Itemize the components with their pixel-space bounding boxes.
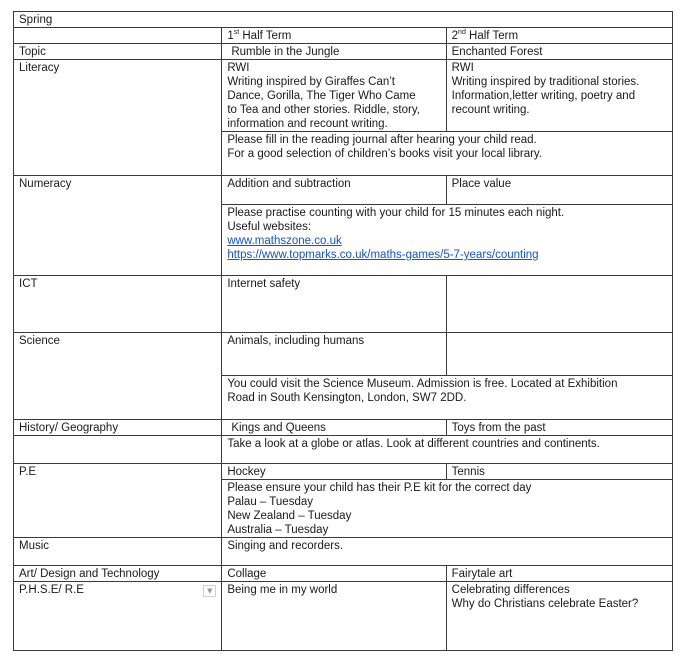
history-term2-text: Toys from the past bbox=[451, 422, 546, 434]
topic-term1-cell bbox=[222, 44, 446, 60]
term2-number: 2 bbox=[451, 30, 459, 42]
history-label: History/ Geography bbox=[19, 422, 119, 434]
topic-label: Topic bbox=[19, 46, 46, 58]
pe-term2-text: Tennis bbox=[451, 466, 485, 478]
phse-term2-line: Why do Christians celebrate Easter? bbox=[451, 598, 639, 610]
numeracy-label-cell bbox=[14, 176, 222, 276]
term1-number: 1 bbox=[227, 30, 234, 42]
art-term1-cell bbox=[222, 566, 446, 582]
numeracy-term1-cell bbox=[222, 176, 446, 205]
mathszone-link[interactable]: www.mathszone.co.uk bbox=[227, 235, 342, 247]
literacy-term2-cell bbox=[446, 60, 672, 132]
term2-ordinal: nd bbox=[458, 29, 466, 37]
history-term2-cell bbox=[446, 420, 672, 436]
header-term2-cell bbox=[446, 28, 672, 44]
literacy-term1-line: information and recount writing. bbox=[227, 118, 388, 130]
art-label-cell bbox=[14, 566, 222, 582]
pe-note-line: Please ensure your child has their P.E kit for the correct day bbox=[227, 482, 532, 494]
numeracy-note-line: Please practise counting with your child for 15 minutes each night. bbox=[227, 207, 565, 219]
art-row bbox=[14, 566, 673, 582]
literacy-term2-line: RWI bbox=[451, 62, 474, 74]
literacy-term2-line: Writing inspired by traditional stories. bbox=[451, 76, 640, 88]
history-note-empty-cell bbox=[14, 436, 222, 464]
art-term1-text: Collage bbox=[227, 568, 267, 580]
literacy-note-line: Please fill in the reading journal after hearing your child read. bbox=[227, 134, 537, 146]
pe-note-line: Australia – Tuesday bbox=[227, 524, 329, 536]
science-label-cell bbox=[14, 333, 222, 420]
history-note-text: Take a look at a globe or atlas. Look at different countries and continents. bbox=[227, 438, 600, 450]
phse-label: P.H.S.E/ R.E bbox=[19, 584, 84, 596]
ict-term1-text: Internet safety bbox=[227, 278, 301, 290]
numeracy-term1-text: Addition and subtraction bbox=[227, 178, 351, 190]
ict-label: ICT bbox=[19, 278, 38, 290]
numeracy-note-line: Useful websites: bbox=[227, 221, 312, 233]
header-empty-cell bbox=[14, 28, 222, 44]
pe-term1-text: Hockey bbox=[227, 466, 266, 478]
topic-label-cell bbox=[14, 44, 222, 60]
science-row bbox=[14, 333, 673, 376]
phse-term1-cell bbox=[222, 582, 446, 651]
history-row bbox=[14, 420, 673, 436]
literacy-row bbox=[14, 60, 673, 132]
music-term1-text: Singing and recorders. bbox=[227, 540, 344, 552]
pe-term2-cell bbox=[446, 464, 672, 480]
literacy-term1-line: RWI bbox=[227, 62, 250, 74]
term1-ordinal: st bbox=[233, 29, 240, 37]
pe-term1-cell bbox=[222, 464, 446, 480]
art-term2-cell bbox=[446, 566, 672, 582]
season-label: Spring bbox=[19, 14, 53, 26]
numeracy-term2-text: Place value bbox=[451, 178, 512, 190]
literacy-term1-cell bbox=[222, 60, 446, 132]
pe-note-line: Palau – Tuesday bbox=[227, 496, 313, 508]
science-term1-cell bbox=[222, 333, 446, 376]
music-term1-cell bbox=[222, 538, 673, 566]
phse-label-cell bbox=[14, 582, 222, 651]
literacy-note-cell bbox=[222, 132, 673, 176]
pe-label-cell bbox=[14, 464, 222, 538]
art-label: Art/ Design and Technology bbox=[19, 568, 160, 580]
literacy-term1-line: Writing inspired by Giraffes Can’t bbox=[227, 76, 395, 88]
literacy-label-cell bbox=[14, 60, 222, 176]
literacy-term2-line: recount writing. bbox=[451, 104, 530, 116]
science-label: Science bbox=[19, 335, 60, 347]
header-row bbox=[14, 28, 673, 44]
term2-label: Half Term bbox=[465, 30, 519, 42]
phse-term2-line: Celebrating differences bbox=[451, 584, 570, 596]
science-note-line: You could visit the Science Museum. Admission is free. Located at Exhibition bbox=[227, 378, 618, 390]
literacy-term1-line: to Tea and other stories. Riddle, story, bbox=[227, 104, 420, 116]
music-label-cell bbox=[14, 538, 222, 566]
phse-term1-text: Being me in my world bbox=[227, 584, 338, 596]
science-term2-cell bbox=[446, 333, 672, 376]
literacy-label: Literacy bbox=[19, 62, 60, 74]
ict-row bbox=[14, 276, 673, 333]
science-note-cell bbox=[222, 376, 673, 420]
music-row bbox=[14, 538, 673, 566]
topmarks-link[interactable]: https://www.topmarks.co.uk/maths-games/5-7-years/counting bbox=[227, 249, 539, 261]
pe-note-line: New Zealand – Tuesday bbox=[227, 510, 352, 522]
numeracy-term2-cell bbox=[446, 176, 672, 205]
curriculum-table bbox=[13, 11, 673, 651]
literacy-note-line: For a good selection of children’s books visit your local library. bbox=[227, 148, 543, 160]
history-note-cell bbox=[222, 436, 673, 464]
history-label-cell bbox=[14, 420, 222, 436]
numeracy-note-cell bbox=[222, 205, 673, 276]
literacy-term1-line: Dance, Gorilla, The Tiger Who Came bbox=[227, 90, 416, 102]
topic-term2-text: Enchanted Forest bbox=[451, 46, 543, 58]
ict-term2-cell bbox=[446, 276, 672, 333]
history-term1-cell bbox=[222, 420, 446, 436]
season-cell bbox=[14, 12, 673, 28]
numeracy-row bbox=[14, 176, 673, 205]
ict-term1-cell bbox=[222, 276, 446, 333]
term1-label: Half Term bbox=[239, 30, 292, 42]
topic-row bbox=[14, 44, 673, 60]
numeracy-label: Numeracy bbox=[19, 178, 72, 190]
ict-label-cell bbox=[14, 276, 222, 333]
topic-term2-cell bbox=[446, 44, 672, 60]
history-note-row bbox=[14, 436, 673, 464]
art-term2-text: Fairytale art bbox=[451, 568, 513, 580]
science-term1-text: Animals, including humans bbox=[227, 335, 365, 347]
literacy-term2-line: Information,letter writing, poetry and bbox=[451, 90, 636, 102]
phse-term2-cell bbox=[446, 582, 672, 651]
header-term1-cell bbox=[222, 28, 446, 44]
topic-term1-text: Rumble in the Jungle bbox=[231, 46, 340, 58]
phse-row bbox=[14, 582, 673, 651]
pe-note-cell bbox=[222, 480, 673, 538]
pe-label: P.E bbox=[19, 466, 37, 478]
pe-row bbox=[14, 464, 673, 480]
season-row bbox=[14, 12, 673, 28]
history-term1-text: Kings and Queens bbox=[231, 422, 326, 434]
science-note-line: Road in South Kensington, London, SW7 2DD. bbox=[227, 392, 467, 404]
music-label: Music bbox=[19, 540, 50, 552]
chevron-down-icon[interactable]: ▼ bbox=[203, 585, 216, 597]
